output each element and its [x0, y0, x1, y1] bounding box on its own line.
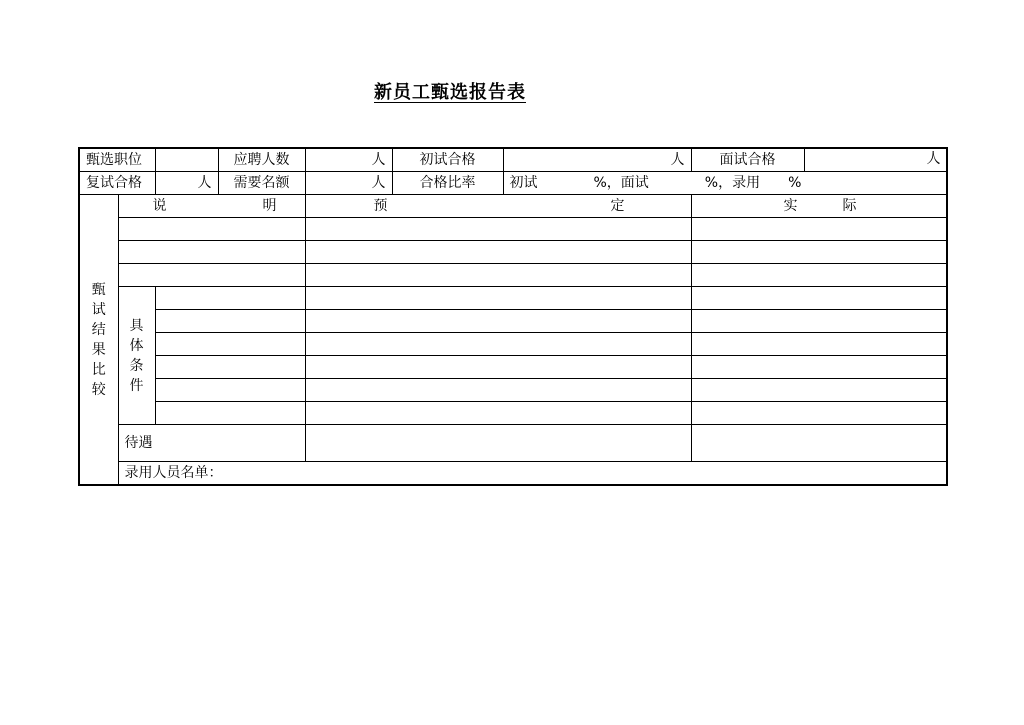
quota-label: 需要名额: [218, 172, 305, 195]
first-pass-field[interactable]: 人: [503, 148, 691, 172]
planned-cell[interactable]: [305, 264, 691, 287]
condition-desc-cell[interactable]: [155, 287, 305, 310]
actual-cell[interactable]: [691, 402, 947, 425]
compare-header-row: [79, 195, 947, 218]
desc-cell[interactable]: [118, 264, 305, 287]
header-description: 说 明: [118, 195, 305, 218]
planned-cell[interactable]: [305, 333, 691, 356]
condition-row: [79, 310, 947, 333]
condition-desc-cell[interactable]: [155, 356, 305, 379]
compare-row: [79, 264, 947, 287]
row-position: [79, 148, 947, 172]
condition-row: [79, 356, 947, 379]
first-pass-label: 初试合格: [392, 148, 503, 172]
hired-row: [79, 462, 947, 486]
page-title: 新员工甄选报告表: [374, 82, 526, 103]
condition-row: [79, 379, 947, 402]
condition-row: [79, 287, 947, 310]
desc-cell[interactable]: [118, 218, 305, 241]
planned-cell[interactable]: [305, 287, 691, 310]
applicants-field[interactable]: 人: [305, 148, 392, 172]
treatment-label: 待遇: [118, 425, 305, 462]
condition-desc-cell[interactable]: [155, 379, 305, 402]
screening-report-table: [78, 147, 948, 486]
actual-cell[interactable]: [691, 264, 947, 287]
actual-cell[interactable]: [691, 333, 947, 356]
actual-cell[interactable]: [691, 310, 947, 333]
treatment-actual-cell[interactable]: [691, 425, 947, 462]
ratio-field[interactable]: 初试 %，面试 %，录用 %: [503, 172, 947, 195]
position-label: 甄选职位: [79, 148, 155, 172]
compare-row: [79, 218, 947, 241]
actual-cell[interactable]: [691, 241, 947, 264]
actual-cell[interactable]: [691, 218, 947, 241]
ratio-label: 合格比率: [392, 172, 503, 195]
condition-row: [79, 402, 947, 425]
treatment-planned-cell[interactable]: [305, 425, 691, 462]
condition-row: [79, 333, 947, 356]
condition-desc-cell[interactable]: [155, 402, 305, 425]
actual-cell[interactable]: [691, 379, 947, 402]
planned-cell[interactable]: [305, 379, 691, 402]
planned-cell[interactable]: [305, 310, 691, 333]
compare-row: [79, 241, 947, 264]
desc-cell[interactable]: [118, 241, 305, 264]
compare-side-label: 甄 试 结 果 比 较: [79, 195, 118, 486]
condition-desc-cell[interactable]: [155, 310, 305, 333]
header-actual: 实 际: [691, 195, 947, 218]
retest-pass-field[interactable]: 人: [155, 172, 218, 195]
hired-list-field[interactable]: 录用人员名单：: [118, 462, 947, 486]
planned-cell[interactable]: [305, 402, 691, 425]
position-field[interactable]: [155, 148, 218, 172]
actual-cell[interactable]: [691, 356, 947, 379]
treatment-row: [79, 425, 947, 462]
actual-cell[interactable]: [691, 287, 947, 310]
row-retest: [79, 172, 947, 195]
planned-cell[interactable]: [305, 356, 691, 379]
planned-cell[interactable]: [305, 218, 691, 241]
interview-pass-field[interactable]: 人: [804, 148, 947, 172]
quota-field[interactable]: 人: [305, 172, 392, 195]
applicants-label: 应聘人数: [218, 148, 305, 172]
condition-desc-cell[interactable]: [155, 333, 305, 356]
interview-pass-label: 面试合格: [691, 148, 804, 172]
conditions-label: 具 体 条 件: [118, 287, 155, 425]
header-planned: 预 定: [305, 195, 691, 218]
planned-cell[interactable]: [305, 241, 691, 264]
retest-pass-label: 复试合格: [79, 172, 155, 195]
